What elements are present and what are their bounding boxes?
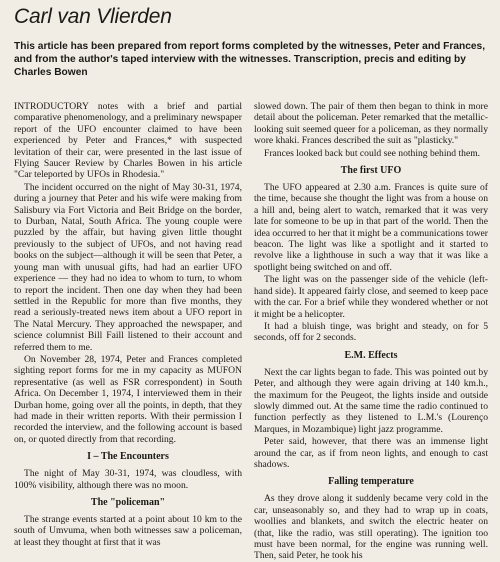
article-intro: This article has been prepared from report forms completed by the witnesses, Peter and Frances, and from the author's taped interview with the witnesses. Transcription, precis and editing by Charles Bowen [14,41,486,78]
section-heading: The "policeman" [90,497,166,508]
paragraph: Next the car lights began to fade. This was pointed out by Peter, and although they were again driving at 140 km.h., the maximum for the Peugeot, the lights inside and outside slowly dimmed out. At the same time the radio continued to function perfectly as they listened to L.M.'s (Lourenço Marques, in Mozambique) light jazz programme. [254,366,488,435]
author-name: Carl van Vlierden [14,5,172,28]
paragraph: The night of May 30-31, 1974, was cloudless, with 100% visibility, although there was no moon. [14,468,242,491]
section-heading: Falling temperature [328,476,414,488]
section-heading: E.M. Effects [344,349,398,361]
section-heading: The first UFO [340,165,402,177]
left-column [14,101,242,548]
paragraph: INTRODUCTORY notes with a brief and partial comparative phenomenology, and a preliminary newspaper report of the UFO encounter claimed to have been experienced by Peter and Frances,* with suspected levitation of their car, were presented in the last issue of Flying Saucer Review by Charles Bowen in his article "Car teleported by UFOs in Rhodesia." [14,101,242,181]
paragraph: slowed down. The pair of them then began to think in more detail about the policeman. Peter remarked that the metallic-looking suit seemed queer for a policeman, as they normally wore khaki. Frances described the suit as "plasticky." [254,101,488,147]
section-heading: I – The Encounters [87,451,169,463]
paragraph: The light was on the passenger side of the vehicle (left-hand side). It appeared fairly close, and seemed to keep pace with the car. For a brief while they wondered whether or not it might be a helicopter. [254,274,488,320]
paragraph: The incident occurred on the night of May 30-31, 1974, during a journey that Peter and his wife were making from Salisbury via Fort Victoria and Beit Bridge on the border, to Durban, Natal, South Africa. The young couple were puzzled by the affair, but having given little thought previously to the subject of UFOs, and not having read books on the subject—although it will be seen that Peter, a young man with unusual gifts, had had an earlier UFO experience — they had no idea to whom to turn, to whom to report the incident. Then one day when they had been settled in the Republic for more than five months, they read a seriously-treated news item about a UFO report in The Natal Mercury. They approached the newspaper, and science columnist Bill Faill listened to their account and referred them to me. [14,181,242,353]
paragraph: As they drove along it suddenly became very cold in the car, unseasonably so, and they had to wrap up in coats, woollies and blankets, and switch the electric heater on (that, like the radio, was still operating). The ignition too must have been normal, for the engine was running well. Then, said Peter, he took his [254,493,488,562]
paragraph: The strange events started at a point about 10 km to the south of Umvuma, when both witnesses saw a policeman, at least they thought at first that it was [14,514,242,548]
paragraph: On November 28, 1974, Peter and Frances completed sighting report forms for me in my capacity as MUFON representative (as well as FSR correspondent) in South Africa. On December 1, 1974, I interviewed them in their Durban home, going over all the points, in depth, that they had made in their written reports. With their permission I recorded the interview, and the following account is based on, or quoted directly from that recording. [14,353,242,445]
paragraph: The UFO appeared at 2.30 a.m. Frances is quite sure of the time, because she thought the light was from a house on a hill and, being alert to watch, remarked that it was very late for someone to be up in that part of the world. Then the idea occurred to her that it might be a communications tower beacon. The light was like a spotlight and it started to revolve like a lighthouse in such a way that it was like a spotlight being switched on and off. [254,182,488,273]
paragraph: It had a bluish tinge, was bright and steady, on for 5 seconds, off for 2 seconds. [254,320,488,344]
paragraph: Peter said, however, that there was an immense light around the car, as if from neon lights, and enough to cast shadows. [254,436,488,470]
paragraph: Frances looked back but could see nothing behind them. [264,147,481,159]
right-column [254,101,488,562]
